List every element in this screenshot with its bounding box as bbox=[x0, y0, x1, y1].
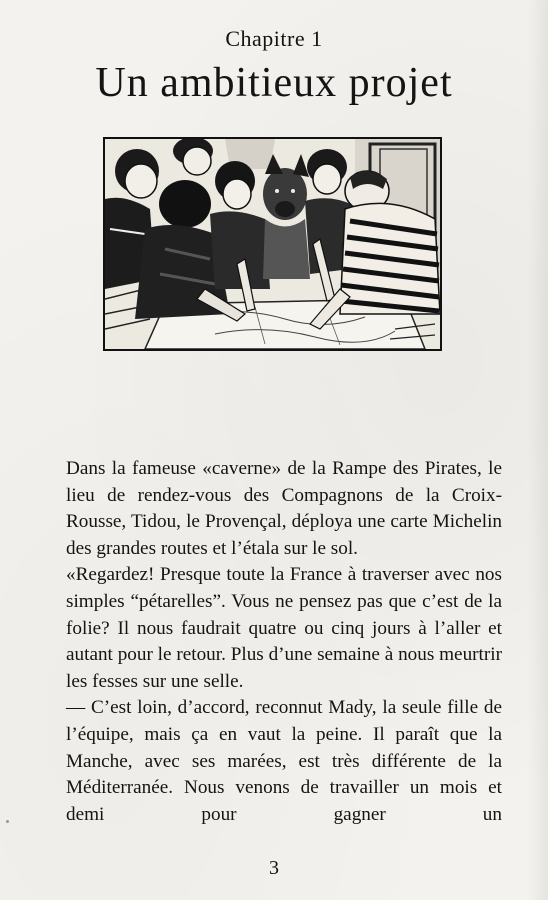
paragraph: Dans la fameuse «caverne» de la Rampe des Pirates, le lieu de rendez-vous des Compagnons de la Croix-Rousse, Tidou, le Provençal, déploya une carte Michelin des grandes routes et l’étala sur le sol. bbox=[66, 458, 502, 559]
children-with-map-illustration bbox=[103, 137, 442, 351]
chapter-body-text bbox=[66, 456, 502, 828]
chapter-title: Un ambitieux projet bbox=[95, 60, 453, 106]
paragraph: «Regardez! Presque toute la France à traverser avec nos simples “pétarelles”. Vous ne pensez pas que c’est de la folie? Il nous faudrait quatre ou cinq jours à l’aller et autant pour le retour. Plus d’une semaine à nous meurtrir les fesses sur une selle. bbox=[66, 564, 502, 692]
chapter-label: Chapitre 1 bbox=[225, 26, 323, 51]
paper-speck bbox=[6, 820, 9, 823]
illustration-drawing bbox=[105, 139, 440, 349]
page-edge-shadow bbox=[528, 0, 548, 900]
page-number: 3 bbox=[269, 857, 279, 879]
paragraph: — C’est loin, d’accord, reconnut Mady, la seule fille de l’équipe, mais ça en vaut la peine. Il paraît que la Manche, avec ses marées, est très différente de la Méditerranée. Nous venons de travailler un mois et demi pour gagner un bbox=[66, 697, 502, 825]
